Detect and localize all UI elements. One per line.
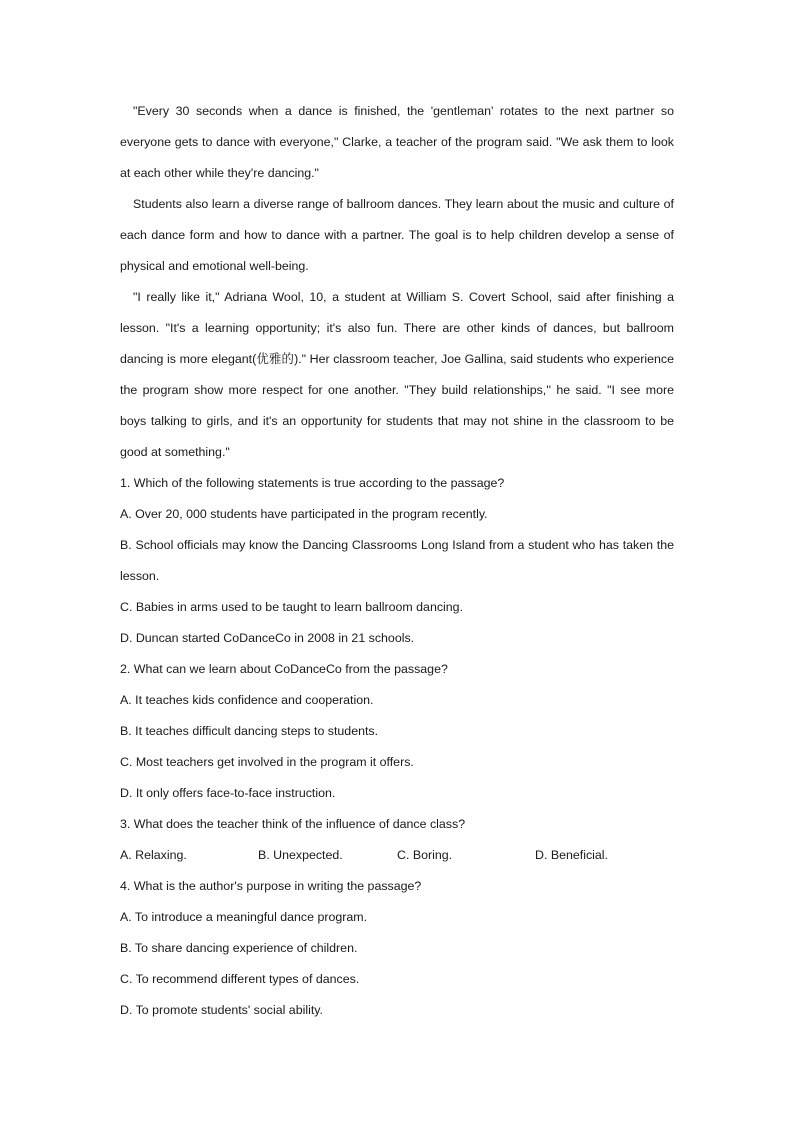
question-2 bbox=[120, 654, 674, 809]
option-d: D. To promote students' social ability. bbox=[120, 1003, 324, 1017]
option-b: B. School officials may know the Dancing Classrooms Long Island from a student who has taken the lesson. bbox=[120, 538, 674, 583]
option-a: A. Over 20, 000 students have participated in the program recently. bbox=[120, 507, 488, 521]
options-row bbox=[120, 840, 674, 871]
question-4 bbox=[120, 871, 674, 1026]
question-3 bbox=[120, 809, 674, 871]
option-b: B. It teaches difficult dancing steps to students. bbox=[120, 724, 379, 738]
option-d: D. Beneficial. bbox=[535, 848, 609, 862]
question-stem: 1. Which of the following statements is true according to the passage? bbox=[120, 476, 505, 490]
option-b: B. Unexpected. bbox=[258, 848, 343, 862]
option-d: D. Duncan started CoDanceCo in 2008 in 21 schools. bbox=[120, 631, 415, 645]
option-a: A. Relaxing. bbox=[120, 848, 187, 862]
option-c: C. Babies in arms used to be taught to learn ballroom dancing. bbox=[120, 600, 464, 614]
option-d: D. It only offers face-to-face instruction. bbox=[120, 786, 336, 800]
question-stem: 3. What does the teacher think of the influence of dance class? bbox=[120, 817, 466, 831]
option-c: C. To recommend different types of dances. bbox=[120, 972, 360, 986]
option-b: B. To share dancing experience of children. bbox=[120, 941, 358, 955]
option-a: A. To introduce a meaningful dance program. bbox=[120, 910, 368, 924]
option-a: A. It teaches kids confidence and cooperation. bbox=[120, 693, 374, 707]
option-c: C. Boring. bbox=[397, 848, 453, 862]
passage-paragraph-2: Students also learn a diverse range of ballroom dances. They learn about the music and culture of each dance form and how to dance with a partner. The goal is to help children develop a sense of physical and emotional well-being. bbox=[120, 197, 674, 273]
passage-paragraph-1: "Every 30 seconds when a dance is finished, the 'gentleman' rotates to the next partner so everyone gets to dance with everyone," Clarke, a teacher of the program said. "We ask them to look at each other while they're dancing." bbox=[120, 104, 674, 180]
passage-paragraph-3: "I really like it," Adriana Wool, 10, a student at William S. Covert School, said after finishing a lesson. "It's a learning opportunity; it's also fun. There are other kinds of dances, but ballroom dancing is more elegant(优雅的)." Her classroom teacher, Joe Gallina, said students who experience the program show more respect for one another. "They build relationships,'' he said. "I see more boys talking to girls, and it's an opportunity for students that may not shine in the classroom to be good at something." bbox=[120, 290, 674, 459]
question-stem: 4. What is the author's purpose in writing the passage? bbox=[120, 879, 422, 893]
question-1 bbox=[120, 468, 674, 654]
question-stem: 2. What can we learn about CoDanceCo from the passage? bbox=[120, 662, 448, 676]
option-c: C. Most teachers get involved in the program it offers. bbox=[120, 755, 414, 769]
document-page bbox=[120, 96, 674, 1026]
